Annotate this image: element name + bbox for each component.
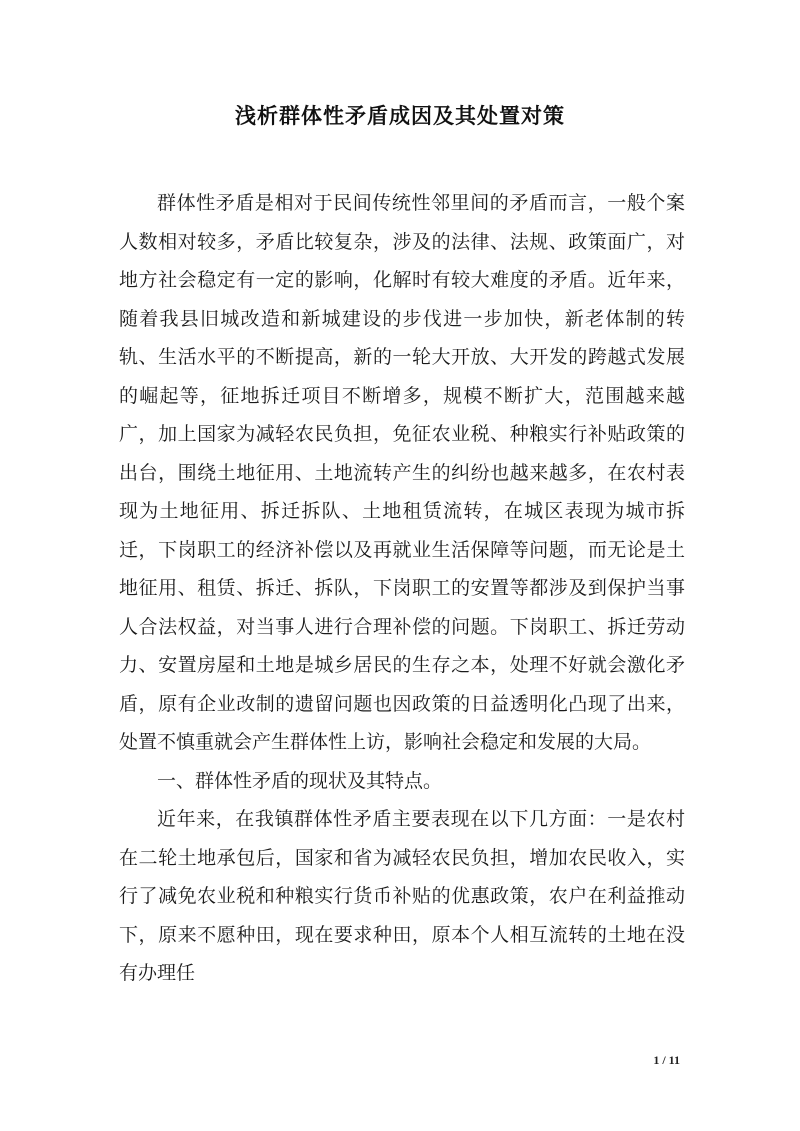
paragraph-intro: 群体性矛盾是相对于民间传统性邻里间的矛盾而言，一般个案人数相对较多，矛盾比较复杂，涉及的法律、法规、政策面广，对地方社会稳定有一定的影响，化解时有较大难度的矛盾。近年来，随着我县旧城改造和新城建设的步伐进一步加快，新老体制的转轨、生活水平的不断提高，新的一轮大开放、大开发的跨越式发展的崛起等，征地拆迁项目不断增多，规模不断扩大，范围越来越广，加上国家为减轻农民负担，免征农业税、种粮实行补贴政策的出台，围绕土地征用、土地流转产生的纠纷也越来越多，在农村表现为土地征用、拆迁拆队、土地租赁流转，在城区表现为城市拆迁，下岗职工的经济补偿以及再就业生活保障等问题，而无论是土地征用、租赁、拆迁、拆队，下岗职工的安置等都涉及到保护当事人合法权益，对当事人进行合理补偿的问题。下岗职工、拆迁劳动力、安置房屋和土地是城乡居民的生存之本，处理不好就会激化矛盾，原有企业改制的遗留问题也因政策的日益透明化凸现了出来，处置不慎重就会产生群体性上访，影响社会稳定和发展的大局。 (119, 192, 685, 753)
document-body (119, 184, 685, 993)
paragraph-current-status: 近年来，在我镇群体性矛盾主要表现在以下几方面：一是农村在二轮土地承包后，国家和省为减轻农民负担，增加农民收入，实行了减免农业税和种粮实行货币补贴的优惠政策，农户在利益推动下，原来不愿种田，现在要求种田，原本个人相互流转的土地在没有办理任 (119, 808, 685, 984)
page-number: 1 / 11 (653, 1053, 680, 1067)
section-heading-1: 一、群体性矛盾的现状及其特点。 (157, 769, 443, 792)
document-title: 浅析群体性矛盾成因及其处置对策 (235, 103, 565, 128)
